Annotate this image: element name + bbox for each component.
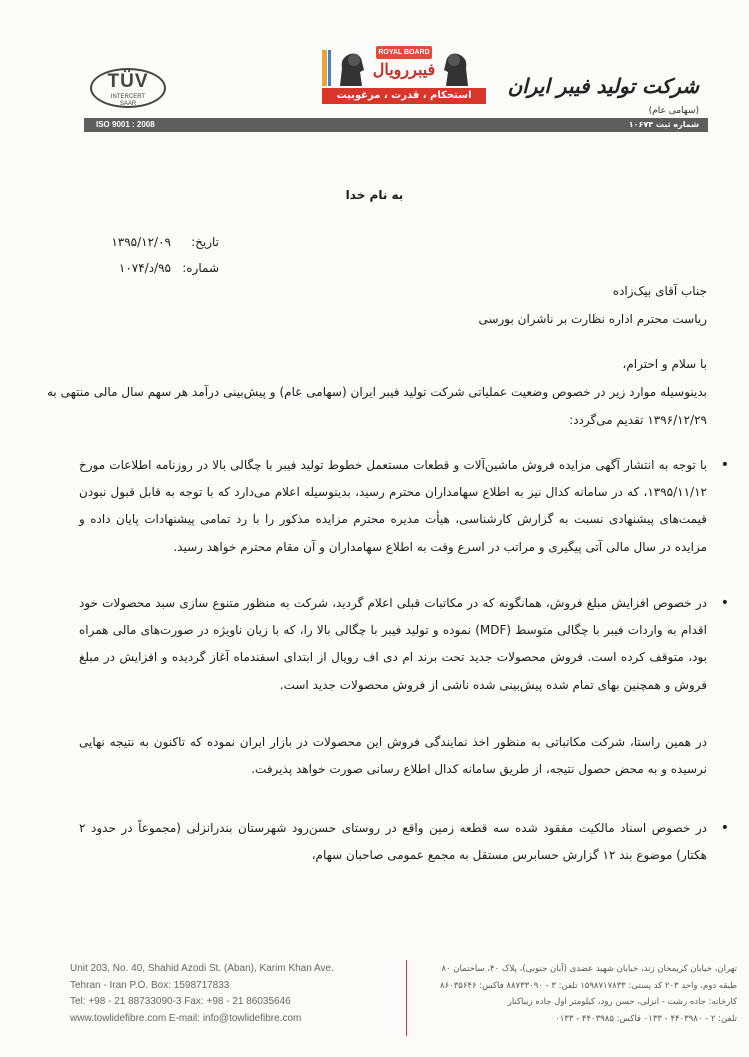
footer-en-line: www.towlidefibre.com E-mail: info@towlidefibre.com xyxy=(70,1012,302,1024)
bullet-continuation-text: در همین راستا، شرکت مکاتباتی به منظور اخذ نمایندگی فروش این محصولات در بازار ایران نموده که تاکنون به نتیجه نهایی نرسیده و به محض حصول نتیجه، از طریق سامانه کدال اطلاع رسانی صورت خواهد پذیرفت. xyxy=(79,735,707,777)
company-name-block xyxy=(499,74,699,117)
date-label: تاریخ: xyxy=(191,235,219,249)
registration-number: شماره ثبت ۱۰۶۷۳ xyxy=(628,120,699,129)
tuv-line1: INTERCERT xyxy=(110,94,146,100)
logo-stripe-orange xyxy=(322,50,327,86)
bullet-continuation xyxy=(79,729,707,783)
bullet-text: در خصوص افزایش مبلغ فروش، همانگونه که در مکاتبات قبلی اعلام گردید، شرکت به منظور متنوع سازی سبد محصولات خود اقدام به واردات فیبر با چگالی متوسط (MDF) نموده و تولید فیبر با چگالی بالا را، که با زیان ناویژه در صورت‌های مالی همراه بود، متوقف کرده است. فروش محصولات جدید تحت برند ام دی اف رویال از ابتدای اسفندماه آغاز گردیده و افزایش در مبلغ فروش و همچنین بهای تمام شده پیش‌بینی شده ناشی از فروش محصولات جدید است. xyxy=(79,596,707,692)
salutation: با سلام و احترام، xyxy=(622,357,707,371)
header-bar xyxy=(84,118,708,132)
bullet-dot: • xyxy=(720,595,729,611)
number-label: شماره: xyxy=(182,261,219,275)
footer-en-line: Tel: +98 - 21 88733090-3 Fax: +98 - 21 86035646 xyxy=(70,996,291,1007)
intro-paragraph: بدینوسیله موارد زیر در خصوص وضعیت عملیاتی شرکت تولید فیبر ایران (سهامی عام) و پیش‌بینی درآمد هر سهم سال مالی منتهی به ۱۳۹۶/۱۲/۲۹ تقدیم می‌گردد: xyxy=(47,385,707,427)
logo-slogan: استحکام ، قدرت ، مرغوبیت xyxy=(322,88,486,104)
recipient-title: ریاست محترم اداره نظارت بر ناشران بورسی xyxy=(478,312,707,326)
bullet-item xyxy=(79,452,729,561)
date-value: ۱۳۹۵/۱۲/۰۹ xyxy=(111,235,171,249)
bullet-item xyxy=(79,590,729,699)
recipient-block xyxy=(207,277,707,333)
company-type: (سهامی عام) xyxy=(648,106,699,116)
footer-persian-address xyxy=(407,961,737,1027)
bullet-text: در خصوص اسناد مالکیت مفقود شده سه قطعه زمین واقع در روستای حسن‌رود شهرستان بندرانزلی (مجموعاً در حدود ۲ هکتار) موضوع بند ۱۲ گزارش حسابرس مستقل به مجمع عمومی صاحبان سهام، xyxy=(79,821,707,863)
logo-board-text: ROYAL BOARD xyxy=(376,46,432,59)
iso-label: ISO 9001 : 2008 xyxy=(96,120,155,129)
footer-fa-line: کارخانه: جاده رشت - انزلی، حسن رود، کیلومتر اول جاده زیباکنار xyxy=(507,997,737,1007)
logo-stripe-blue xyxy=(328,50,331,86)
bullet-item xyxy=(79,815,729,869)
footer-fa-line: طبقه دوم، واحد ۲۰۳ کد پستی: ۱۵۹۸۷۱۷۸۳۳ تلفن: ۳ - ۸۸۷۳۳۰۹۰ فاکس: ۸۶۰۳۵۶۴۶ xyxy=(440,980,737,991)
recipient-name: جناب آقای بیک‌زاده xyxy=(612,284,707,298)
footer-english-address xyxy=(70,961,400,1027)
bullet-dot: • xyxy=(720,820,729,836)
footer-en-line: Unit 203, No. 40, Shahid Azodi St. (Aban), Karim Khan Ave. xyxy=(70,963,334,974)
lion-left-icon xyxy=(334,50,368,88)
footer-fa-line: تلفن: ۲ - ۴۴۰۳۹۸۰ - ۰۱۳۳ فاکس: ۴۴۰۳۹۸۵ - ۰۱۳۳ xyxy=(555,1013,737,1024)
company-name: شرکت تولید فیبر ایران xyxy=(507,74,699,98)
bullet-text: با توجه به انتشار آگهی مزایده فروش ماشین‌آلات و قطعات مستعمل خطوط تولید فیبر با چگالی بالا در روزنامه اطلاعات مورخ ۱۳۹۵/۱۱/۱۲، که در سامانه کدال نیز به اطلاع سهامداران محترم رسید، بدینوسیله اعلام می‌دارد که با توجه به قابل قبول نبودن قیمت‌های پیشنهادی نسبت به گزارش کارشناسی، هیأت مدیره محترم مزایده مذکور را با رد تمامی پیشنهادات پایان داده و مزایده در سال مالی آتی پیگیری و مراتب در اسرع وقت به اطلاع سهامداران و آن مقام محترم خواهد رسید. xyxy=(79,458,707,554)
footer-fa-line: تهران، خیابان کریمخان زند، خیابان شهید عضدی (آبان جنوبی)، پلاک ۴۰، ساختمان ۸۰ xyxy=(441,964,737,974)
logo-brand-name: فیبررویال xyxy=(372,60,436,79)
basmala: به نام خدا xyxy=(345,188,404,202)
number-value: ۹۵/د/۱۰۷۴ xyxy=(118,261,171,275)
footer-en-line: Tehran - Iran P.O. Box: 1598717833 xyxy=(70,979,230,991)
tuv-certification-logo xyxy=(90,68,168,112)
tuv-mark: TÜV xyxy=(107,71,149,92)
tuv-line2: SAAR xyxy=(119,101,137,107)
royal-board-logo xyxy=(322,46,486,106)
lion-right-icon xyxy=(440,50,474,88)
bullet-dot: • xyxy=(720,457,729,473)
